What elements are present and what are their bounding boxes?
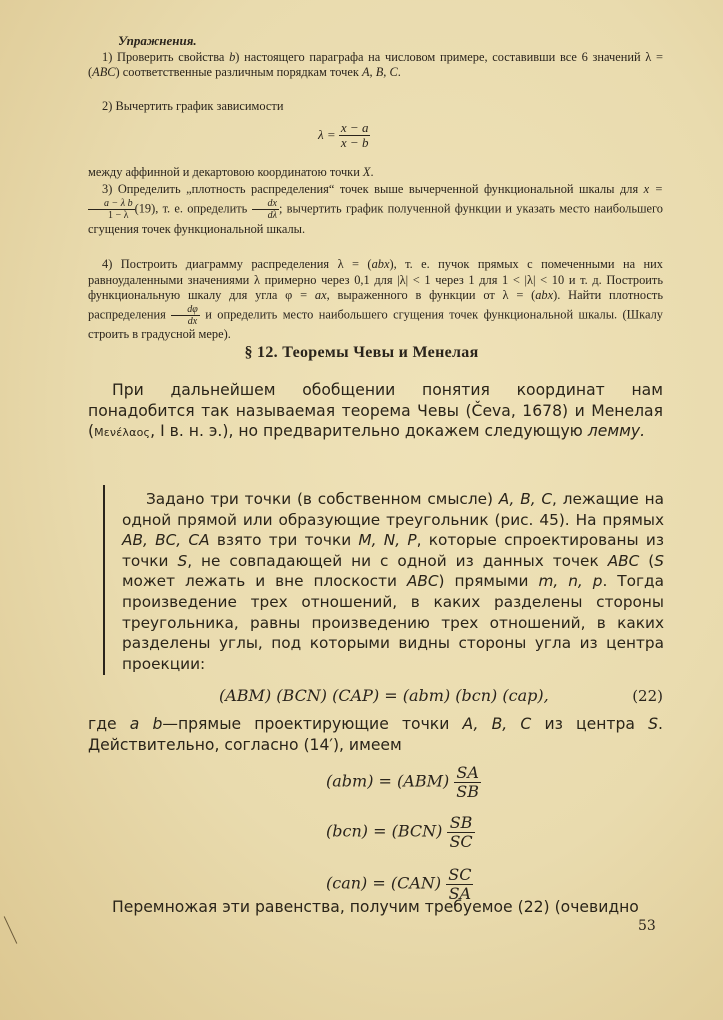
equation-bcn: (bcn) = (BCN) $\frac{SB}{SC}$: [326, 813, 473, 851]
lambda-formula: λ = $\frac{x - a}{x - b}$: [318, 120, 369, 151]
exercise-number: 3): [102, 182, 113, 196]
exercise-4: 4) Построить диаграмму распределения λ = (abx), т. е. пучок прямых с помеченными на них равноудаленными значениями λ примерно через 0,1 для |λ| < 1 через 1 для 1 < |λ| < 10 и т. д. Построить функциональную шкалу для угла φ = ax, выраженного в функции от λ = (abx). Найти плотность распределения $\frac{d\varphi}{dx}$ и определить место наибольшего сгущения точек функциональной шкалы. (Шкалу строить в градусной мере).: [88, 257, 663, 341]
page-number: 53: [638, 918, 656, 934]
greek-name: Μενέλαος: [94, 426, 151, 439]
exercise-number: 1): [102, 50, 113, 64]
paper-scratch: [4, 916, 18, 944]
section-title: § 12. Теоремы Чевы и Менелая: [244, 344, 479, 361]
exercise-2: 2) Вычертить график зависимости: [102, 99, 284, 113]
lemma-paragraph: Задано три точки (в собственном смысле) A, B, C, лежащие на одной прямой или образующие треугольник (рис. 45). На прямых AB, BC, CA взято три точки M, N, P, которые спроектированы из точки S, не совпадающей ни с одной из данных точек ABC (S может лежать и вне плоскости ABC) прямыми m, n, p. Тогда произведение трех отношений, в каких разделены стороны треугольника, равны произведению трех отношений, в каких разделены углы, под которыми видны стороны угла из центра проекции:: [122, 490, 664, 673]
equation-number: (22): [632, 687, 663, 705]
exercises-title: Упражнения.: [118, 33, 197, 48]
lemma-word: лемму.: [587, 422, 646, 440]
equation-abm: (abm) = (ABM) $\frac{SA}{SB}$: [326, 763, 480, 801]
exercise-number: 4): [102, 257, 113, 271]
exercise-number: 2): [102, 99, 113, 113]
closing-paragraph: Перемножая эти равенства, получим требуемое (22) (очевидно: [112, 898, 639, 916]
exercise-1: 1) Проверить свойства b) настоящего параграфа на числовом примере, составивши все 6 значений λ = (ABC) соответственные различным порядкам точек A, B, C.: [88, 50, 663, 79]
lemma-margin-bar: [103, 485, 105, 675]
equation-can: (can) = (CAN) $\frac{SC}{SA}$: [326, 865, 472, 903]
exercise-2-continued: между аффинной и декартовою координатою точки X.: [88, 165, 374, 179]
equation-22: (ABM) (BCN) (CAP) = (abm) (bcn) (cap),: [219, 686, 549, 705]
exercise-3: 3) Определить „плотность распределения“ точек выше вычерченной функциональной шкалы для x = $\frac{\text{a − λ b}}{1 - \lambda}$ (19), т. е. определить $\frac{dx}{d\lambda}$ ; вычертить график полученной функции и указать место наибольшего сгущения точек функциональной шкалы.: [88, 182, 663, 236]
after-equation-paragraph: где a b—прямые проектирующие точки A, B, C из центра S. Действительно, согласно (14′), имеем: [88, 715, 663, 754]
intro-paragraph: При дальнейшем обобщении понятия координат нам понадобится так называемая теорема Чевы (Čeva, 1678) и Менелая (Μενέλαος, I в. н. э.), но предварительно докажем следующую лемму.: [88, 381, 663, 440]
